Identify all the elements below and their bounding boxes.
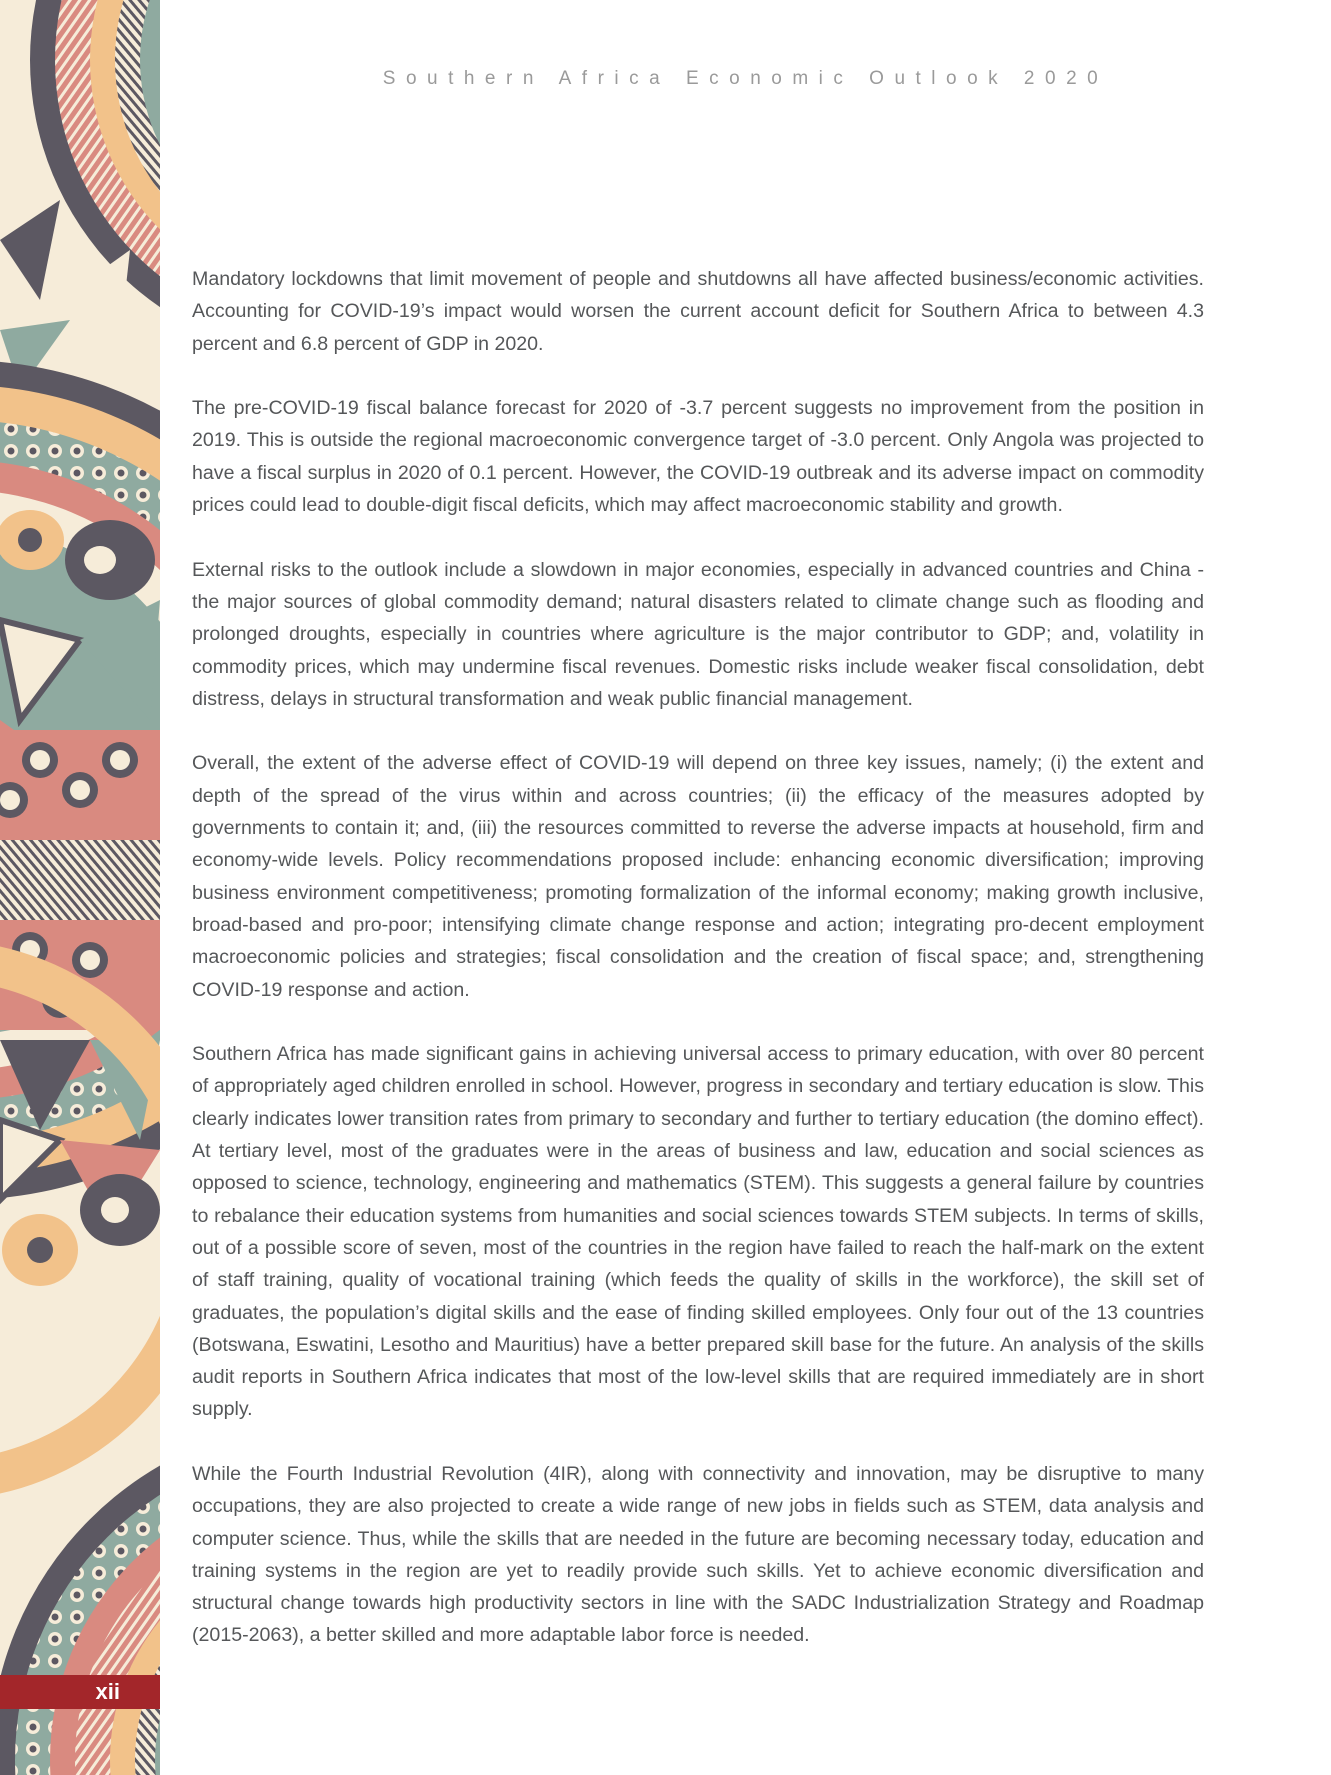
decorative-side-band [0, 0, 160, 1775]
paragraph: Southern Africa has made significant gains in achieving universal access to primary education, with over 80 percent of appropriately aged children enrolled in school. However, progress in secondary and tertiary education is slow. This clearly indicates lower transition rates from primary to secondary and further to tertiary education (the domino effect). At tertiary level, most of the graduates were in the areas of business and law, education and social sciences as opposed to science, technology, engineering and mathematics (STEM). This suggests a general failure by countries to rebalance their education systems from humanities and social sciences towards STEM subjects. In terms of skills, out of a possible score of seven, most of the countries in the region have failed to reach the half-mark on the extent of staff training, quality of vocational training (which feeds the quality of skills in the workforce), the skill set of graduates, the population’s digital skills and the ease of finding skilled employees. Only four out of the 13 countries (Botswana, Eswatini, Lesotho and Mauritius) have a better prepared skill base for the future. An analysis of the skills audit reports in Southern Africa indicates that most of the low-level skills that are required immediately are in short supply. [192, 1043, 1204, 1421]
running-header: Southern Africa Economic Outlook 2020 [382, 68, 1109, 89]
page-number: xii [95, 1679, 120, 1704]
paragraph: While the Fourth Industrial Revolution (4IR), along with connectivity and innovation, may be disruptive to many occupations, they are also projected to create a wide range of new jobs in fields such as STEM, data analysis and computer science. Thus, while the skills that are needed in the future are becoming necessary today, education and training systems in the region are yet to readily provide such skills. Yet to achieve economic diversification and structural change towards high productivity sectors in line with the SADC Industrialization Strategy and Roadmap (2015-2063), a better skilled and more adaptable labor force is needed. [192, 1462, 1204, 1647]
paragraph: External risks to the outlook include a slowdown in major economies, especially in advanced countries and China - the major sources of global commodity demand; natural disasters related to climate change such as flooding and prolonged droughts, especially in countries where agriculture is the major contributor to GDP; and, volatility in commodity prices, which may undermine fiscal revenues. Domestic risks include weaker fiscal consolidation, debt distress, delays in structural transformation and weak public financial management. [192, 558, 1204, 710]
page-number-bar [0, 1675, 160, 1709]
paragraph: The pre-COVID-19 fiscal balance forecast for 2020 of -3.7 percent suggests no improvement from the position in 2019. This is outside the regional macroeconomic convergence target of -3.0 percent. Only Angola was projected to have a fiscal surplus in 2020 of 0.1 percent. However, the COVID-19 outbreak and its adverse impact on commodity prices could lead to double-digit fiscal deficits, which may affect macroeconomic stability and growth. [192, 397, 1204, 517]
body-text [192, 263, 1204, 1684]
paragraph: Mandatory lockdowns that limit movement of people and shutdowns all have affected business/economic activities. Accounting for COVID-19’s impact would worsen the current account deficit for Southern Africa to between 4.3 percent and 6.8 percent of GDP in 2020. [192, 268, 1204, 355]
african-pattern-illustration [0, 0, 160, 1775]
paragraph: Overall, the extent of the adverse effect of COVID-19 will depend on three key issues, namely; (i) the extent and depth of the spread of the virus within and across countries; (ii) the efficacy of the measures adopted by governments to contain it; and, (iii) the resources committed to reverse the adverse impacts at household, firm and economy-wide levels. Policy recommendations proposed include: enhancing economic diversification; improving business environment competitiveness; promoting formalization of the informal economy; making growth inclusive, broad-based and pro-poor; intensifying climate change response and action; integrating pro-decent employment macroeconomic policies and strategies; fiscal consolidation and the creation of fiscal space; and, strengthening COVID-19 response and action. [192, 752, 1204, 1001]
